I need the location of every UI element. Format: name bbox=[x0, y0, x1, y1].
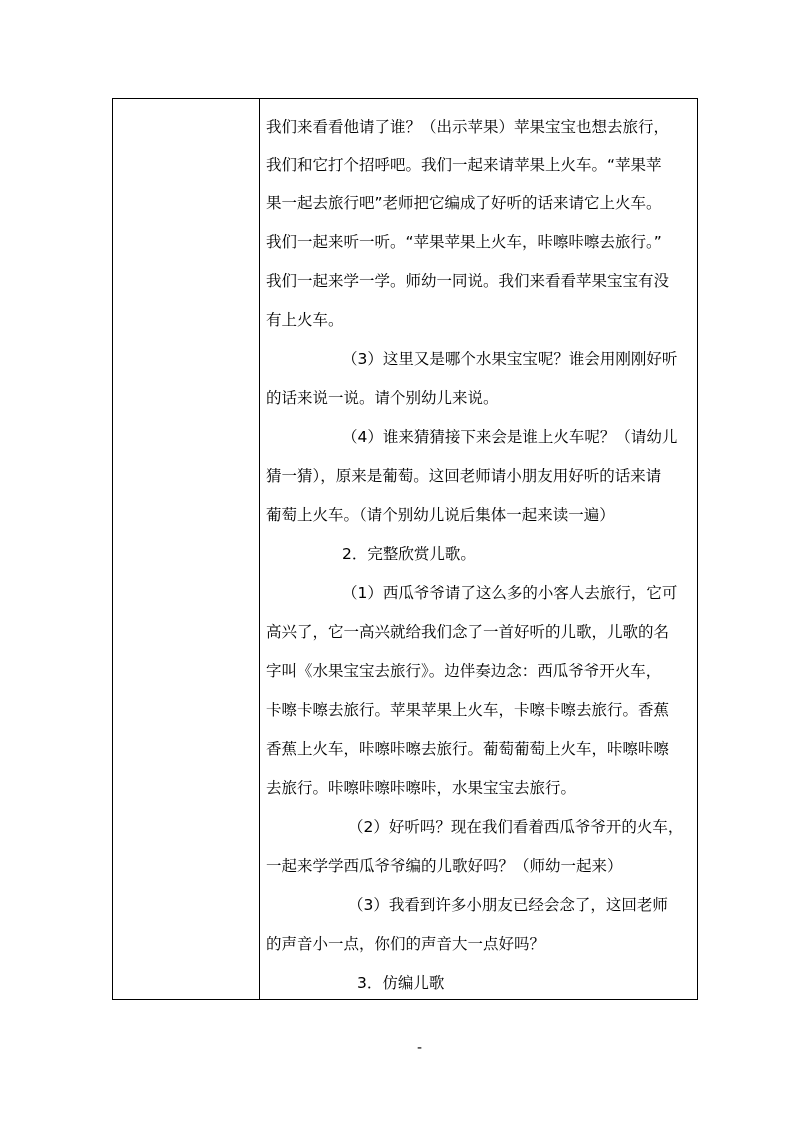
text-line: 我们一起来学一学。师幼一同说。我们来看看苹果宝宝有没 bbox=[266, 272, 670, 290]
text-line: 猜一猜），原来是葡萄。这回老师请小朋友用好听的话来请 bbox=[266, 467, 662, 485]
text-line: 香蕉上火车，咔嚓咔嚓去旅行。葡萄葡萄上火车，咔嚓咔嚓 bbox=[266, 740, 670, 758]
section-heading: 3．仿编儿歌 bbox=[357, 974, 445, 992]
table-row bbox=[113, 99, 698, 1000]
lesson-plan-table bbox=[112, 98, 698, 1000]
lesson-content bbox=[260, 99, 697, 999]
section-heading: 2．完整欣赏儿歌。 bbox=[342, 545, 476, 563]
text-line: 有上火车。 bbox=[266, 311, 344, 329]
empty-left-cell bbox=[113, 99, 260, 1000]
text-line: 字叫《水果宝宝去旅行》。边伴奏边念：西瓜爷爷开火车， bbox=[266, 662, 662, 680]
text-line: 去旅行。咔嚓咔嚓咔嚓咔，水果宝宝去旅行。 bbox=[266, 779, 577, 797]
text-line: 卡嚓卡嚓去旅行。苹果苹果上火车，卡嚓卡嚓去旅行。香蕉 bbox=[266, 701, 670, 719]
text-line: （3）我看到许多小朋友已经会念了，这回老师 bbox=[348, 896, 668, 914]
content-cell bbox=[260, 99, 698, 1000]
page-footer-mark: - bbox=[417, 1040, 423, 1056]
text-line: （3）这里又是哪个水果宝宝呢？谁会用刚刚好听 bbox=[342, 350, 678, 368]
text-line: 我们来看看他请了谁？（出示苹果）苹果宝宝也想去旅行， bbox=[266, 118, 670, 136]
text-line: 一起来学学西瓜爷爷编的儿歌好吗？（师幼一起来） bbox=[266, 857, 623, 875]
text-line: （1）西瓜爷爷请了这么多的小客人去旅行，它可 bbox=[342, 584, 678, 602]
text-line: 葡萄上火车。（请个别幼儿说后集体一起来读一遍） bbox=[266, 506, 615, 524]
text-line: （4）谁来猜猜接下来会是谁上火车呢？（请幼儿 bbox=[342, 428, 678, 446]
text-line: 我们一起来听一听。“苹果苹果上火车，咔嚓咔嚓去旅行。” bbox=[266, 233, 662, 251]
text-line: 我们和它打个招呼吧。我们一起来请苹果上火车。“苹果苹 bbox=[266, 156, 662, 174]
text-line: 果一起去旅行吧”老师把它编成了好听的话来请它上火车。 bbox=[266, 194, 662, 212]
text-line: 的话来说一说。请个别幼儿来说。 bbox=[266, 389, 499, 407]
text-line: 的声音小一点，你们的声音大一点好吗？ bbox=[266, 935, 546, 953]
text-line: 高兴了，它一高兴就给我们念了一首好听的儿歌，儿歌的名 bbox=[266, 623, 670, 641]
text-line: （2）好听吗？现在我们看着西瓜爷爷开的火车， bbox=[348, 818, 684, 836]
